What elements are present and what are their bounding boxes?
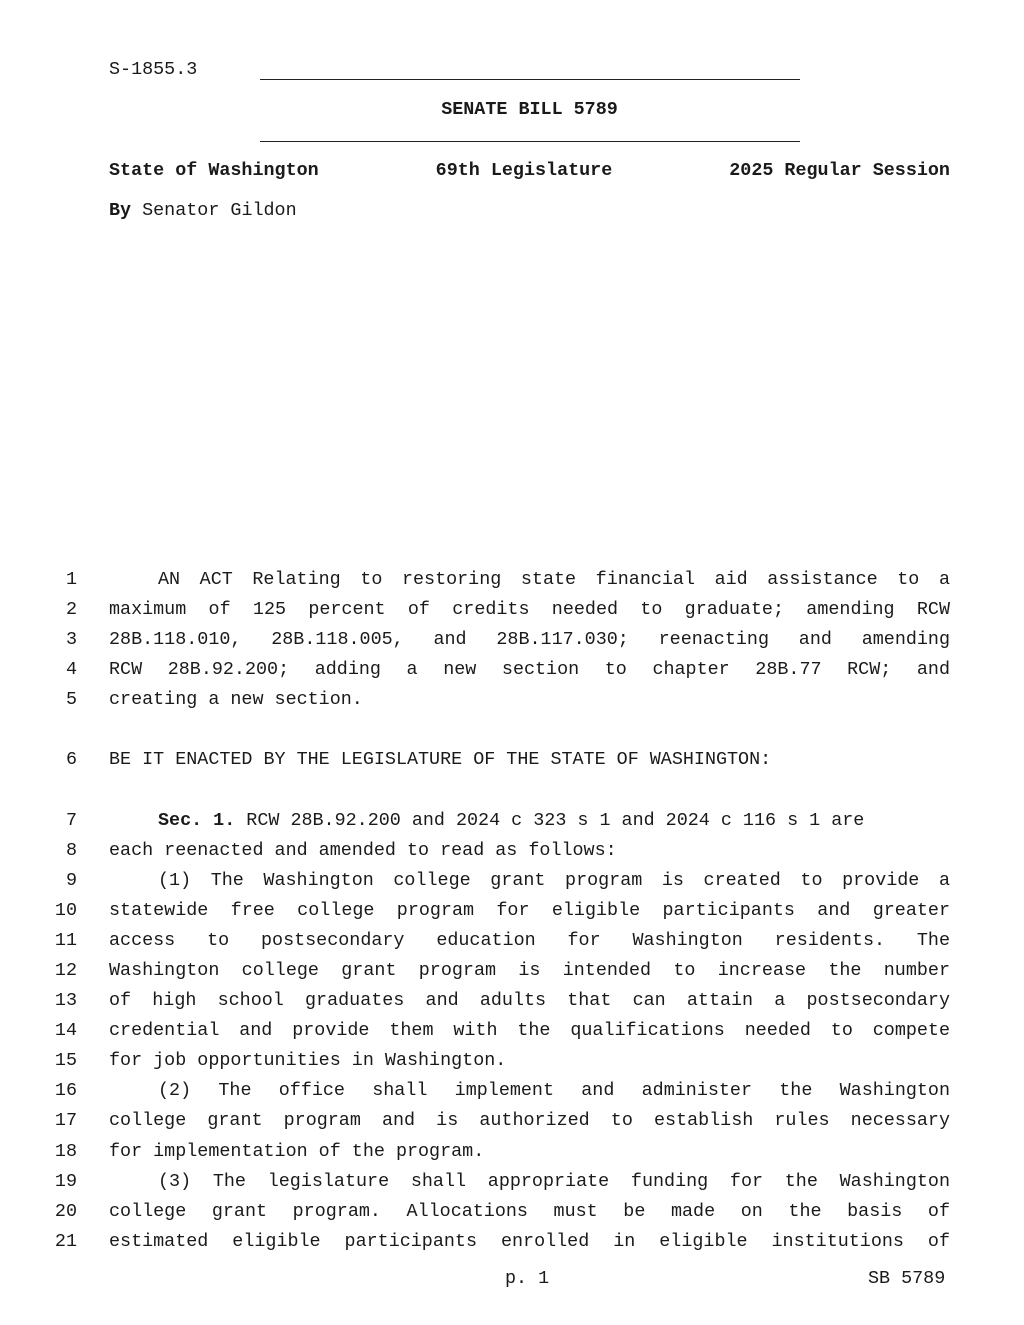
section-line [158, 810, 950, 831]
body-line [0, 1141, 1024, 1165]
line-text: for job opportunities in Washington. [109, 1050, 507, 1071]
line-text: each reenacted and amended to read as follows: [109, 840, 617, 861]
body-line [0, 749, 1024, 773]
section-label: Sec. 1. [158, 810, 236, 831]
state-label: State of Washington [109, 160, 319, 181]
line-number: 20 [54, 1201, 77, 1222]
body-line [0, 569, 1024, 593]
page-number: p. 1 [505, 1268, 550, 1289]
line-number: 19 [54, 1171, 77, 1192]
line-number: 6 [65, 749, 77, 770]
body-line [0, 599, 1024, 623]
line-text: 28B.118.010, 28B.118.005, and 28B.117.030; reenacting and amending [109, 629, 950, 650]
line-number: 14 [54, 1020, 77, 1041]
line-text: Washington college grant program is intended to increase the number [109, 960, 950, 981]
document-id: S-1855.3 [109, 59, 198, 80]
line-text: credential and provide them with the qualifications needed to compete [109, 1020, 950, 1041]
line-text: (1) The Washington college grant program is created to provide a [158, 870, 950, 891]
title-rule-bottom [260, 141, 800, 142]
line-number: 18 [54, 1141, 77, 1162]
line-number: 1 [65, 569, 77, 590]
line-text: for implementation of the program. [109, 1141, 485, 1162]
line-text: creating a new section. [109, 689, 363, 710]
line-number: 7 [65, 810, 77, 831]
line-number: 12 [54, 960, 77, 981]
line-number: 16 [54, 1080, 77, 1101]
body-line [0, 1110, 1024, 1134]
line-text: statewide free college program for eligible participants and greater [109, 900, 950, 921]
sponsor-name: Senator Gildon [131, 200, 297, 221]
body-line [0, 1080, 1024, 1104]
line-text: (2) The office shall implement and administer the Washington [158, 1080, 950, 1101]
line-text: (3) The legislature shall appropriate funding for the Washington [158, 1171, 950, 1192]
body-line [0, 659, 1024, 683]
line-text: estimated eligible participants enrolled in eligible institutions of [109, 1231, 950, 1252]
line-number: 9 [65, 870, 77, 891]
line-text: college grant program and is authorized to establish rules necessary [109, 1110, 950, 1131]
body-line [0, 930, 1024, 954]
body-line [0, 960, 1024, 984]
line-text: college grant program. Allocations must be made on the basis of [109, 1201, 950, 1222]
legislature-label: 69th Legislature [435, 160, 613, 181]
legislature-info-row [109, 160, 950, 181]
line-number: 15 [54, 1050, 77, 1071]
body-line [0, 629, 1024, 653]
line-number: 3 [65, 629, 77, 650]
body-line [0, 990, 1024, 1014]
line-number: 10 [54, 900, 77, 921]
line-text: RCW 28B.92.200; adding a new section to chapter 28B.77 RCW; and [109, 659, 950, 680]
line-number: 13 [54, 990, 77, 1011]
body-line [0, 1171, 1024, 1195]
body-line [0, 900, 1024, 924]
title-rule-top [260, 79, 800, 80]
body-line [0, 689, 1024, 713]
line-number: 5 [65, 689, 77, 710]
line-number: 2 [65, 599, 77, 620]
session-label: 2025 Regular Session [729, 160, 950, 181]
body-line [0, 1231, 1024, 1255]
body-line [0, 840, 1024, 864]
footer-bill-id: SB 5789 [868, 1268, 946, 1289]
line-number: 21 [54, 1231, 77, 1252]
body-line [0, 810, 1024, 834]
line-number: 8 [65, 840, 77, 861]
bill-title: SENATE BILL 5789 [441, 99, 618, 120]
line-text: access to postsecondary education for Washington residents. The [109, 930, 950, 951]
sponsor-line [109, 200, 297, 221]
line-number: 11 [54, 930, 77, 951]
sponsor-prefix: By [109, 200, 132, 221]
line-text: of high school graduates and adults that can attain a postsecondary [109, 990, 950, 1011]
body-line [0, 1050, 1024, 1074]
body-line [0, 870, 1024, 894]
line-text: RCW 28B.92.200 and 2024 c 323 s 1 and 2024 c 116 s 1 are [235, 810, 865, 831]
body-line [0, 1201, 1024, 1225]
line-text: maximum of 125 percent of credits needed to graduate; amending RCW [109, 599, 950, 620]
line-number: 17 [54, 1110, 77, 1131]
line-text: AN ACT Relating to restoring state financial aid assistance to a [158, 569, 950, 590]
body-line [0, 1020, 1024, 1044]
line-number: 4 [65, 659, 77, 680]
line-text: BE IT ENACTED BY THE LEGISLATURE OF THE STATE OF WASHINGTON: [109, 749, 772, 770]
